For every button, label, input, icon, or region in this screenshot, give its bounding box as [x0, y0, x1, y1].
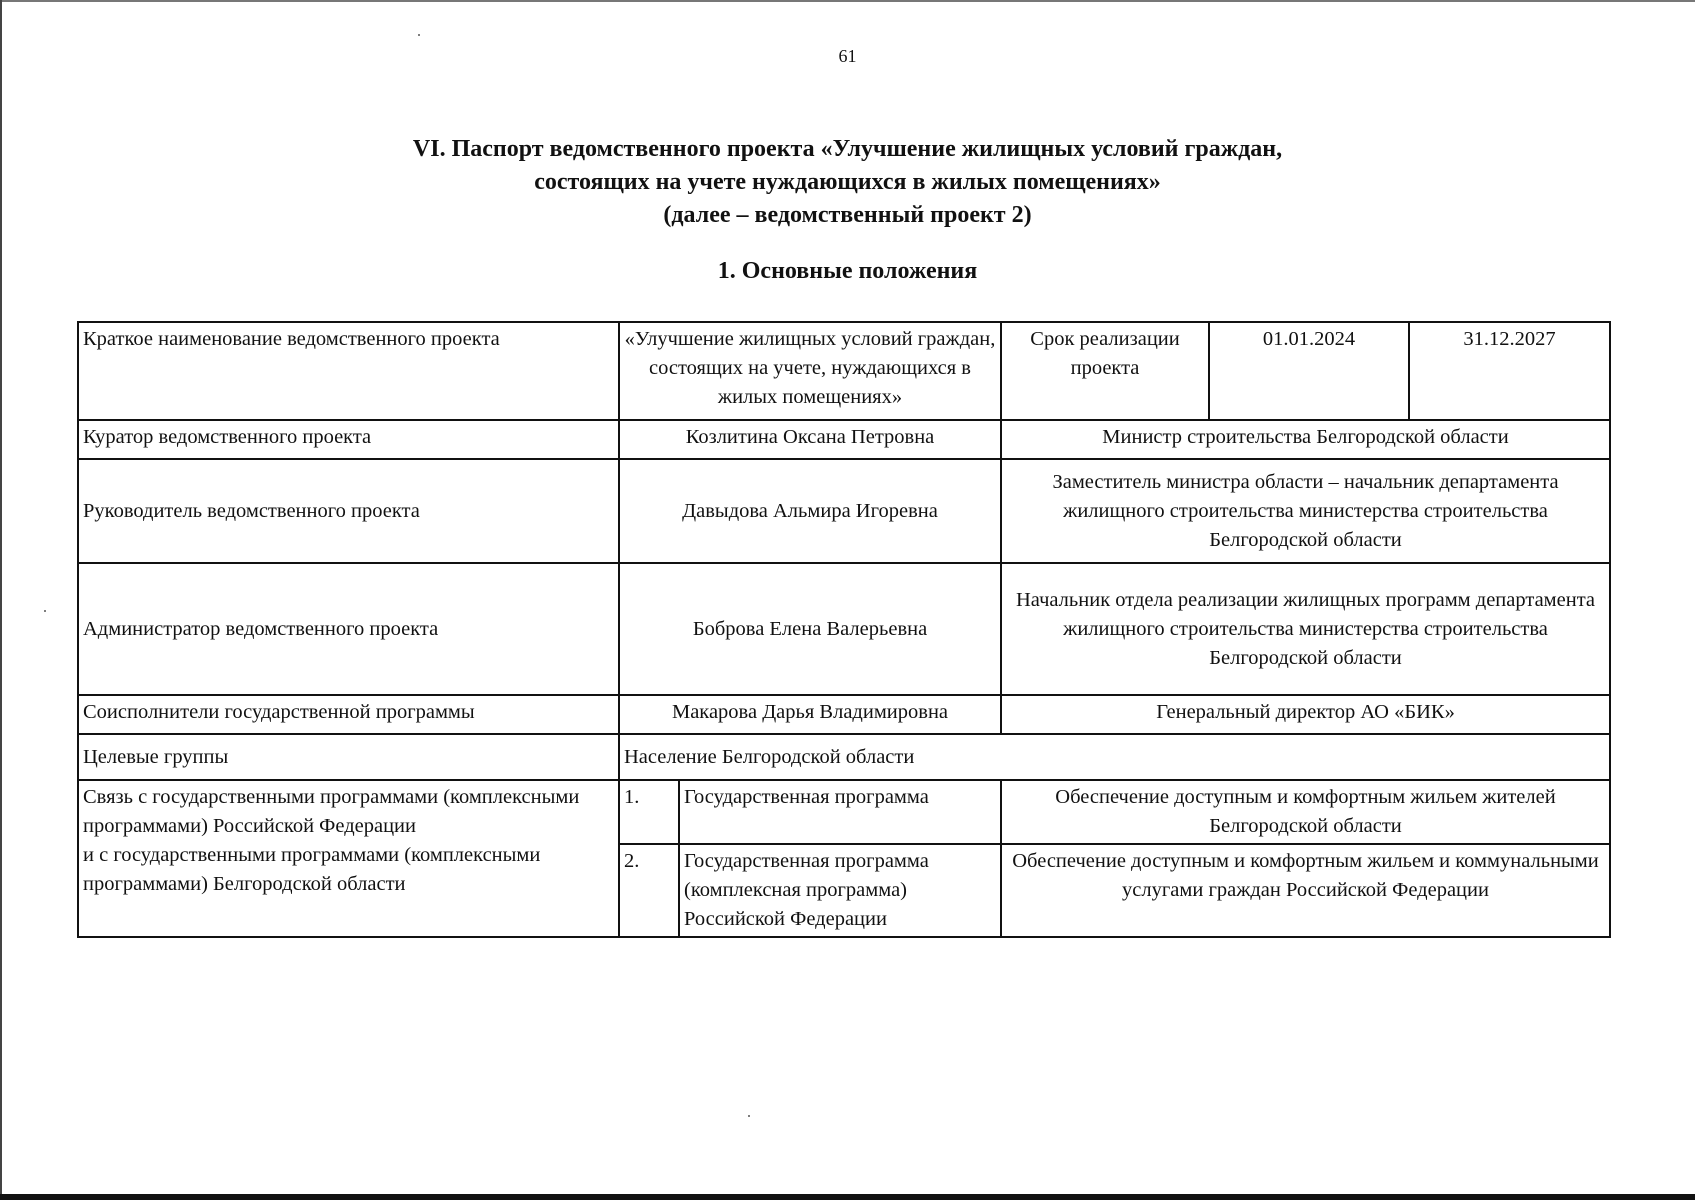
table-row-head	[78, 459, 1610, 563]
program-link-label-line-2: и с государственными программами (комплексными программами) Белгородской области	[83, 844, 541, 895]
scan-speck	[748, 1115, 750, 1117]
page-title-line-2: состоящих на учете нуждающихся в жилых помещениях»	[534, 169, 1161, 195]
coexec-name: Макарова Дарья Владимировна	[619, 695, 1001, 734]
program-name: Обеспечение доступным и комфортным жильем и коммунальными услугами граждан Российской Федерации	[1001, 844, 1610, 937]
scan-edge-top	[0, 0, 1695, 2]
project-passport-table	[77, 321, 1611, 938]
admin-label: Администратор ведомственного проекта	[78, 563, 619, 695]
head-position: Заместитель министра области – начальник департамента жилищного строительства министерства строительства Белгородской области	[1001, 459, 1610, 563]
section-title: 1. Основные положения	[717, 258, 978, 284]
program-number: 1.	[619, 780, 679, 844]
page-title-line-1: VI. Паспорт ведомственного проекта «Улучшение жилищных условий граждан,	[412, 136, 1283, 162]
short-name-label: Краткое наименование ведомственного проекта	[78, 322, 619, 420]
program-name: Обеспечение доступным и комфортным жильем жителей Белгородской области	[1001, 780, 1610, 844]
term-label: Срок реализации проекта	[1001, 322, 1209, 420]
end-date: 31.12.2027	[1409, 322, 1610, 420]
table-row-program-1	[78, 780, 1610, 844]
start-date: 01.01.2024	[1209, 322, 1409, 420]
admin-position: Начальник отдела реализации жилищных программ департамента жилищного строительства министерства строительства Белгородской области	[1001, 563, 1610, 695]
scan-speck	[44, 610, 46, 612]
curator-position: Министр строительства Белгородской области	[1001, 420, 1610, 459]
head-label: Руководитель ведомственного проекта	[78, 459, 619, 563]
head-name: Давыдова Альмира Игоревна	[619, 459, 1001, 563]
curator-name: Козлитина Оксана Петровна	[619, 420, 1001, 459]
program-number: 2.	[619, 844, 679, 937]
program-link-label	[78, 780, 619, 937]
table-row-admin	[78, 563, 1610, 695]
table-row-curator	[78, 420, 1610, 459]
admin-name: Боброва Елена Валерьевна	[619, 563, 1001, 695]
program-type: Государственная программа (комплексная программа) Российской Федерации	[679, 844, 1001, 937]
program-link-label-line-1: Связь с государственными программами (комплексными программами) Российской Федерации	[83, 786, 580, 837]
table-row-coexec	[78, 695, 1610, 734]
scan-speck	[418, 34, 420, 36]
page-number: 61	[838, 46, 857, 66]
curator-label: Куратор ведомственного проекта	[78, 420, 619, 459]
table-row-short-name	[78, 322, 1610, 420]
program-type: Государственная программа	[679, 780, 1001, 844]
short-name-value: «Улучшение жилищных условий граждан, состоящих на учете, нуждающихся в жилых помещениях»	[619, 322, 1001, 420]
target-groups-label: Целевые группы	[78, 734, 619, 780]
table-row-target-groups	[78, 734, 1610, 780]
page-title	[0, 133, 1695, 232]
target-groups-value: Население Белгородской области	[619, 734, 1610, 780]
scan-edge-bottom	[0, 1194, 1695, 1200]
coexec-label: Соисполнители государственной программы	[78, 695, 619, 734]
coexec-position: Генеральный директор АО «БИК»	[1001, 695, 1610, 734]
page-title-line-3: (далее – ведомственный проект 2)	[663, 202, 1032, 228]
